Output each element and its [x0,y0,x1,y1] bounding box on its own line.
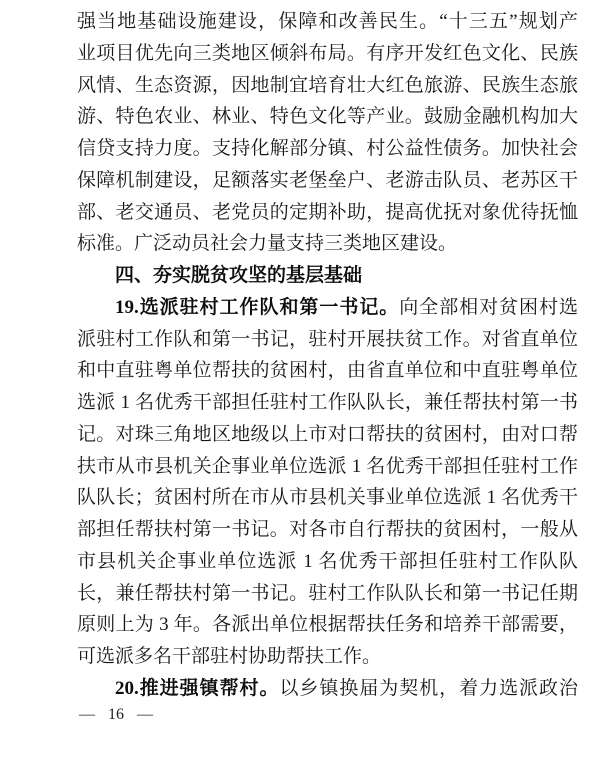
text-line: 信贷支持力度。支持化解部分镇、村公益性债务。加快社会 [77,138,578,159]
text-line [77,292,578,324]
text-line: 标准。广泛动员社会力量支持三类地区建设。 [77,233,458,255]
text-line: 可选派多名干部驻村协助帮扶工作。 [77,646,382,667]
text-line: 风情、生态资源，因地制宜培育壮大红色旅游、民族生态旅 [77,74,578,96]
text-line: 原则上为 3 年。各派出单位根据帮扶任务和培养干部需要， [77,614,578,636]
text-run: 向全部相对贫困村选 [399,296,578,318]
item-19-title: 19.选派驻村工作队和第一书记。 [115,296,400,318]
text-block [77,6,578,705]
text-line: 派驻村工作队和第一书记，驻村开展扶贫工作。对省直单位 [77,328,578,350]
text-line: 长，兼任帮扶村第一书记。驻村工作队队长和第一书记任期 [77,582,578,604]
text-line: 队队长；贫困村所在市从市县机关事业单位选派 1 名优秀干 [77,487,578,509]
page-footer [79,706,153,724]
text-run: 以乡镇换届为契机，着力选派政治 [279,677,578,699]
text-line: 市县机关企事业单位选派 1 名优秀干部担任驻村工作队队 [77,550,578,572]
text-line: 保障机制建设，足额落实老堡垒户、老游击队员、老苏区干 [77,169,578,191]
text-line: 部担任帮扶村第一书记。对各市自行帮扶的贫困村，一般从 [77,519,578,540]
text-line: 选派 1 名优秀干部担任驻村工作队队长，兼任帮扶村第一书 [77,392,578,413]
text-line: 和中直驻粤单位帮扶的贫困村，由省直单位和中直驻粤单位 [77,360,578,382]
text-line: 记。对珠三角地区地级以上市对口帮扶的贫困村，由对口帮 [77,423,578,445]
text-line: 扶市从市县机关企事业单位选派 1 名优秀干部担任驻村工作 [77,455,578,477]
section-heading: 四、夯实脱贫攻坚的基层基础 [115,265,363,286]
footer-dash-left: — [79,706,95,723]
text-line: 业项目优先向三类地区倾斜布局。有序开发红色文化、民族 [77,42,578,64]
page-number: 16 [108,706,124,723]
item-20-title: 20.推进强镇帮村。 [115,677,280,699]
text-line: 强当地基础设施建设，保障和改善民生。“十三五”规划产 [77,11,578,32]
text-line: 部、老交通员、老党员的定期补助，提高优抚对象优待抚恤 [77,201,578,223]
text-line: 游、特色农业、林业、特色文化等产业。鼓励金融机构加大 [77,106,578,128]
text-line [77,673,578,705]
footer-dash-right: — [137,706,153,723]
